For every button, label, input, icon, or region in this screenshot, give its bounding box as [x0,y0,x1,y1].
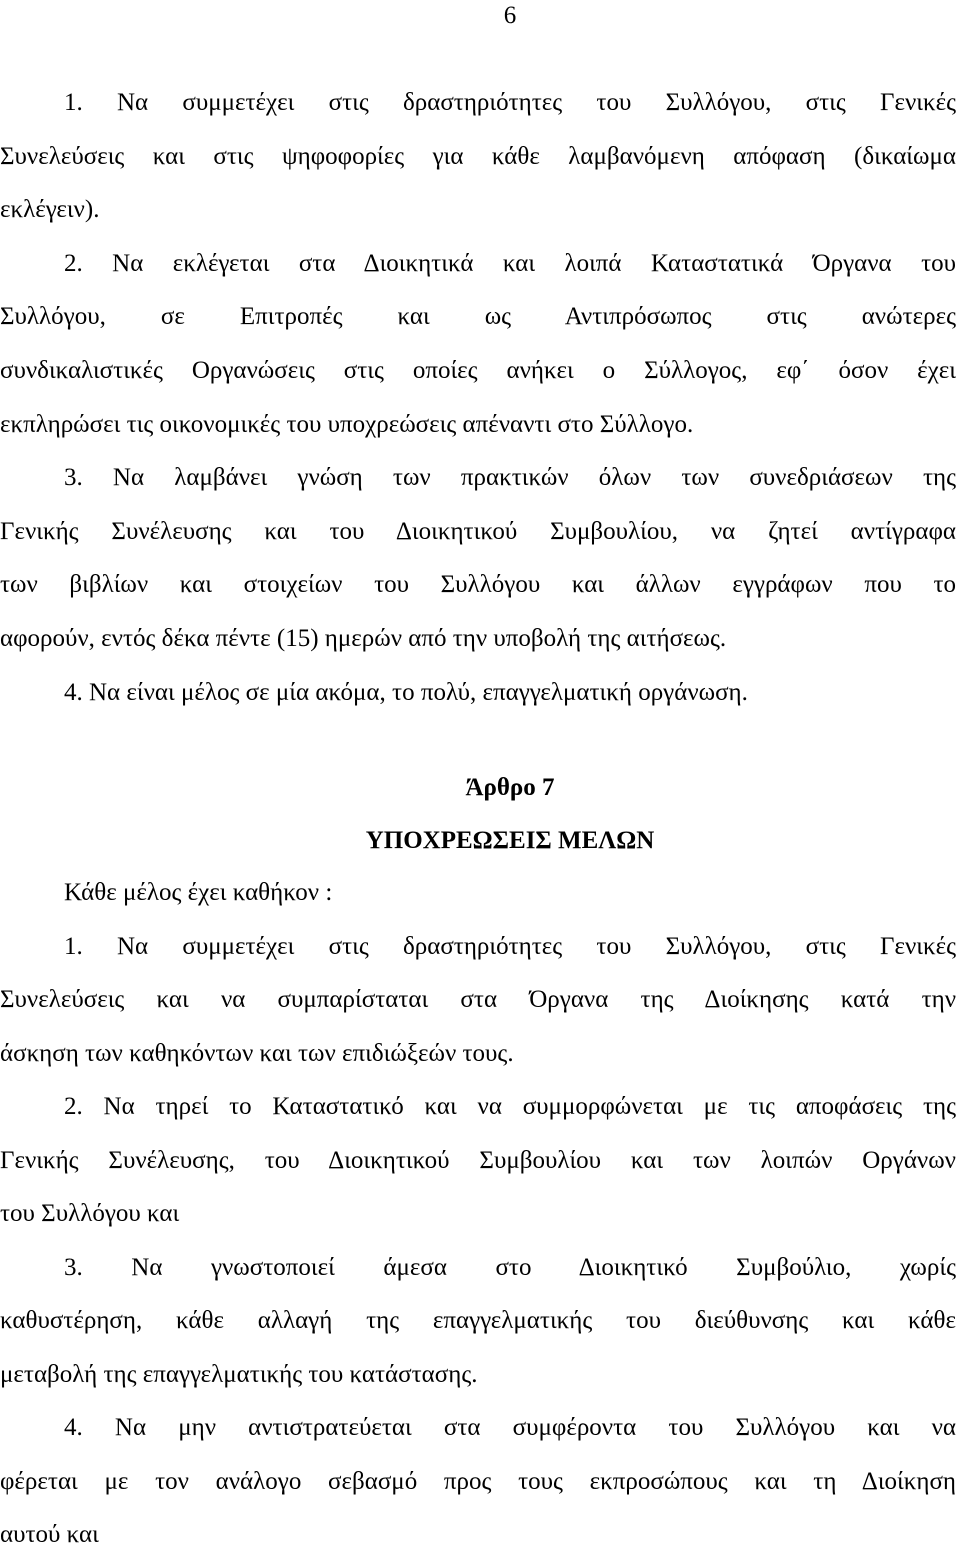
article-title: Άρθρο 7 [465,774,555,801]
text-line: Γενικής Συνέλευσης, του Διοικητικού Συμβουλίου και των λοιπών Οργάνων [0,1146,956,1174]
text-line: 2. Να τηρεί το Καταστατικό και να συμμορφώνεται με τις αποφάσεις της [64,1093,956,1120]
text-line: του Συλλόγου και [0,1200,180,1227]
text-line: Συλλόγου, σε Επιτροπές και ως Αντιπρόσωπος στις ανώτερες [0,303,956,331]
text-line: Συνελεύσεις και να συμπαρίσταται στα Όργανα της Διοίκησης κατά την [0,986,956,1013]
page-number: 6 [503,2,517,29]
text-line: 3. Να λαμβάνει γνώση των πρακτικών όλων των συνεδριάσεων της [64,464,956,492]
text-line: 4. Να μην αντιστρατεύεται στα συμφέροντα του Συλλόγου και να [64,1414,956,1441]
text-line: άσκηση των καθηκόντων και των επιδιώξεών τους. [0,1039,514,1067]
text-line: αφορούν, εντός δέκα πέντε (15) ημερών από την υποβολή της αιτήσεως. [0,625,727,652]
text-line: των βιβλίων και στοιχείων του Συλλόγου και άλλων εγγράφων που το [0,571,956,599]
text-line: αυτού και [0,1521,99,1548]
text-line: Συνελεύσεις και στις ψηφοφορίες για κάθε λαμβανόμενη απόφαση (δικαίωμα [0,142,956,170]
text-line: Γενικής Συνέλευσης και του Διοικητικού Συμβουλίου, να ζητεί αντίγραφα [0,517,956,545]
text-line: καθυστέρηση, κάθε αλλαγή της επαγγελματικής του διεύθυνσης και κάθε [0,1307,956,1334]
article-subtitle: ΥΠΟΧΡΕΩΣΕΙΣ ΜΕΛΩΝ [365,827,655,854]
text-line: εκλέγειν). [0,196,100,224]
text-line: Κάθε μέλος έχει καθήκον : [64,879,333,906]
text-line: 1. Να συμμετέχει στις δραστηριότητες του Συλλόγου, στις Γενικές [64,89,956,116]
text-line: 3. Να γνωστοποιεί άμεσα στο Διοικητικό Συμβούλιο, χωρίς [64,1253,956,1281]
text-line: συνδικαλιστικές Οργανώσεις στις οποίες ανήκει ο Σύλλογος, εφ΄ όσον έχει [0,357,956,384]
text-line: 4. Να είναι μέλος σε μία ακόμα, το πολύ, επαγγελματική οργάνωση. [64,678,748,706]
text-line: φέρεται με τον ανάλογο σεβασμό προς τους εκπροσώπους και τη Διοίκηση [0,1467,956,1495]
text-line: μεταβολή της επαγγελματικής του κατάστασης. [0,1360,478,1388]
text-line: 2. Να εκλέγεται στα Διοικητικά και λοιπά Καταστατικά Όργανα του [64,249,956,277]
text-line: εκπληρώσει τις οικονομικές του υποχρεώσεις απέναντι στο Σύλλογο. [0,410,694,438]
text-line: 1. Να συμμετέχει στις δραστηριότητες του Συλλόγου, στις Γενικές [64,932,956,960]
